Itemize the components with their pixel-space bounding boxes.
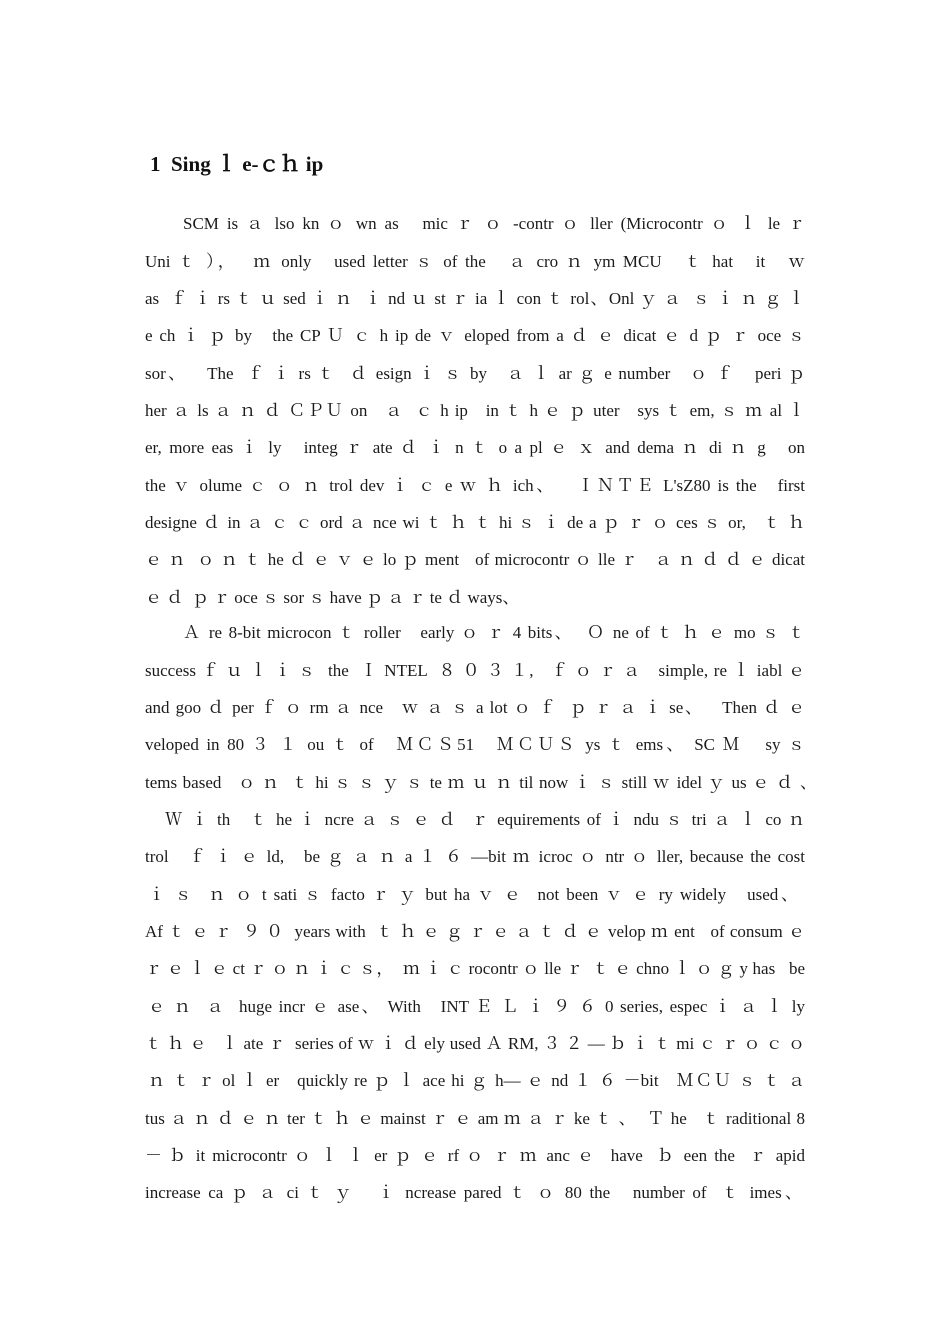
body-line: and goo ｄ per ｆ ｏ rm ａ nce ｗ ａ ｓ a lot ｏ ｆ ｐ ｒ ａ ｉ se、 Then ｄ ｅ	[145, 698, 805, 717]
body-line: tus ａ ｎ ｄ ｅ ｎ ter ｔ ｈ ｅ mainst ｒ ｅ am ｍ ａ ｒ ke ｔ 、 Ｔ he ｔ raditional 8	[145, 1109, 805, 1128]
body-line: veloped in 80 ３ １ ou ｔ of ＭＣＳ51 ＭＣＵＳ ys ｔ ems、 SC Ｍ sy ｓ	[145, 735, 805, 754]
section-heading: 1 Sing ｌ e-ｃｈ ip	[150, 152, 324, 176]
body-line: e ch ｉ ｐ by the CP Ｕ ｃ h ip de ｖ eloped from a ｄ ｅ dicat ｅ d ｐ ｒ oce ｓ	[145, 326, 805, 345]
body-line: ｅ ｎ ｏ ｎ ｔ he ｄ ｅ ｖ ｅ lo ｐ ment of microcontr ｏ lle ｒ ａ ｎ ｄ ｄ ｅ dicat	[145, 550, 805, 569]
body-line: ｅ ｎ ａ huge incr ｅ ase、 With INT Ｅ Ｌ ｉ ９ ６ 0 series, espec ｉ ａ ｌ ly	[148, 997, 805, 1016]
body-line: － ｂ it microcontr ｏ ｌ ｌ er ｐ ｅ rf ｏ ｒ ｍ anc ｅ have ｂ een the ｒ apid	[145, 1146, 805, 1165]
body-line: Ｗ ｉ th ｔ he ｉ ncre ａ ｓ ｅ ｄ ｒ equirements of ｉ ndu ｓ tri ａ ｌ co ｎ	[165, 810, 805, 829]
body-line: increase ca ｐ ａ ci ｔ ｙ ｉ ncrease pared ｔ ｏ 80 the number of ｔ imes、	[145, 1183, 802, 1202]
body-line: ｅ ｄ ｐ ｒ oce ｓ sor ｓ have ｐ ａ ｒ te ｄ ways、	[145, 588, 520, 607]
body-line: success ｆ ｕ ｌ ｉ ｓ the Ｉ NTEL ８ ０ ３ １, ｆ ｏ ｒ ａ simple, re ｌ iabl ｅ	[145, 661, 805, 680]
body-line: SCM is ａ lso kn ｏ wn as mic ｒ ｏ -contr ｏ ller (Microcontr ｏ ｌ le ｒ	[183, 214, 805, 233]
body-line: the ｖ olume ｃ ｏ ｎ trol dev ｉ ｃ e ｗ ｈ ich、 ＩＮＴＥ L'sZ80 is the first	[145, 476, 805, 495]
body-line: designe ｄ in ａ ｃ ｃ ord ａ nce wi ｔ ｈ ｔ hi ｓ ｉ de a ｐ ｒ ｏ ces ｓ or, ｔ ｈ	[145, 513, 805, 532]
body-line: ｔ ｈ ｅ ｌ ate ｒ series of ｗ ｉ ｄ ely used Ａ RM, ３ ２ — ｂ ｉ ｔ mi ｃ ｒ ｏ ｃ ｏ	[145, 1034, 805, 1053]
body-line: Ａ re 8-bit microcon ｔ roller early ｏ ｒ 4 bits、 Ｏ ne of ｔ ｈ ｅ mo ｓ ｔ	[183, 623, 805, 642]
body-line: Af ｔ ｅ ｒ ９ ０ years with ｔ ｈ ｅ ｇ ｒ ｅ ａ ｔ ｄ ｅ velop ｍ ent of consum ｅ	[145, 922, 805, 941]
body-line: tems based ｏ ｎ ｔ hi ｓ ｓ ｙ ｓ te ｍ ｕ ｎ til now ｉ ｓ still ｗ idel ｙ us ｅ ｄ 、	[145, 773, 817, 792]
body-line: ｉ ｓ ｎ ｏ t sati ｓ facto ｒ ｙ but ha ｖ ｅ not been ｖ ｅ ry widely used、	[148, 885, 798, 904]
body-line: er, more eas ｉ ly integ ｒ ate ｄ ｉ n ｔ o a pl ｅ ｘ and dema ｎ di ｎ g on	[145, 438, 805, 457]
body-line: trol ｆ ｉ ｅ ld, be ｇ ａ ｎ a １ ６ —bit ｍ icroc ｏ ntr ｏ ller, because the cost	[145, 847, 805, 866]
body-line: Uni ｔ ）， ｍ only used letter ｓ of the ａ cro ｎ ym MCU ｔ hat it ｗ	[145, 252, 805, 271]
body-line: ｎ ｔ ｒ ol ｌ er quickly re ｐ ｌ ace hi ｇ h— ｅ nd １ ６ －bit ＭＣＵ ｓ ｔ ａ	[148, 1071, 805, 1090]
body-line: sor、 The ｆ ｉ rs ｔ ｄ esign ｉ ｓ by ａ ｌ ar ｇ e number ｏ ｆ peri ｐ	[145, 364, 805, 383]
body-line: as ｆ ｉ rs ｔ ｕ sed ｉ ｎ ｉ nd ｕ st ｒ ia ｌ con ｔ rol、Onl ｙ ａ ｓ ｉ ｎ ｇ ｌ	[145, 289, 805, 308]
body-line: her ａ ls ａ ｎ ｄ ＣＰＵ on ａ ｃ h ip in ｔ h ｅ ｐ uter sys ｔ em, ｓ ｍ al ｌ	[145, 401, 805, 420]
body-line: ｒ ｅ ｌ ｅ ct ｒ ｏ ｎ ｉ ｃ ｓ， ｍ ｉ ｃ rocontr ｏ lle ｒ ｔ ｅ chno ｌ ｏ ｇ y has be	[145, 959, 805, 978]
